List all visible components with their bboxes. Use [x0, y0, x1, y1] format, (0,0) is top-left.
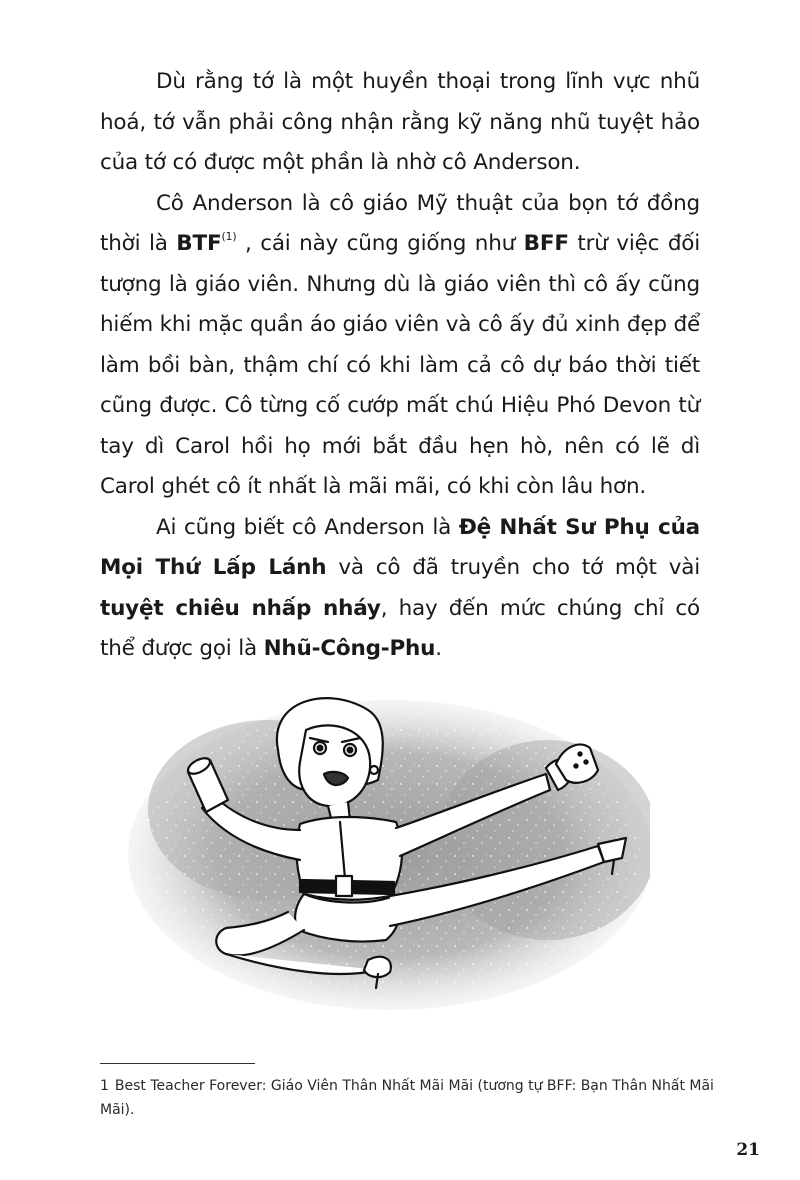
footnote-ref: (1): [221, 229, 237, 243]
paragraph-2: Cô Anderson là cô giáo Mỹ thuật của bọn tớ đồng thời là BTF$^{(1)}$ , cái này cũng giống như BFF trừ việc đối tượng là giáo viên. Nhưng dù là giáo viên thì cô ấy cũng hiếm khi mặc quần áo giáo viên và cô ấy đủ xinh đẹp để làm bồi bàn, thậm chí có khi làm cả cô dự báo thời tiết cũng được. Cô từng cố cướp mất chú Hiệu Phó Devon từ tay dì Carol hồi họ mới bắt đầu hẹn hò, nên có lẽ dì Carol ghét cô ít nhất là mãi mãi, có khi còn lâu hơn.: [100, 190, 700, 499]
term-master: Đệ Nhất Sư Phụ của Mọi Thứ Lấp Lánh: [100, 514, 700, 580]
term-btf: BTF: [176, 231, 222, 256]
footnote-divider: [100, 1063, 255, 1064]
illustration-teacher-kick: [128, 690, 650, 1020]
paragraph-3: Ai cũng biết cô Anderson là Đệ Nhất Sư Phụ của Mọi Thứ Lấp Lánh và cô đã truyền cho tớ một vài tuyệt chiêu nhấp nháy, hay đến mức chúng chỉ có thể được gọi là Nhũ-Công-Phu.: [100, 514, 700, 661]
footnote: [100, 1074, 720, 1122]
footnote-number: 1: [100, 1078, 109, 1094]
term-bff: BFF: [523, 231, 569, 256]
page-number: 21: [736, 1140, 760, 1160]
body-text: [100, 62, 700, 670]
term-tricks: tuyệt chiêu nhấp nháy: [100, 595, 381, 621]
paragraph-1: Dù rằng tớ là một huyền thoại trong lĩnh vực nhũ hoá, tớ vẫn phải công nhận rằng kỹ năng nhũ tuyệt hảo của tớ có được một phần là nhờ cô Anderson.: [100, 69, 700, 175]
footnote-text: Best Teacher Forever: Giáo Viên Thân Nhất Mãi Mãi (tương tự BFF: Bạn Thân Nhất Mãi Mãi).: [100, 1078, 714, 1118]
term-glitter-kungfu: Nhũ-Công-Phu: [263, 636, 436, 661]
